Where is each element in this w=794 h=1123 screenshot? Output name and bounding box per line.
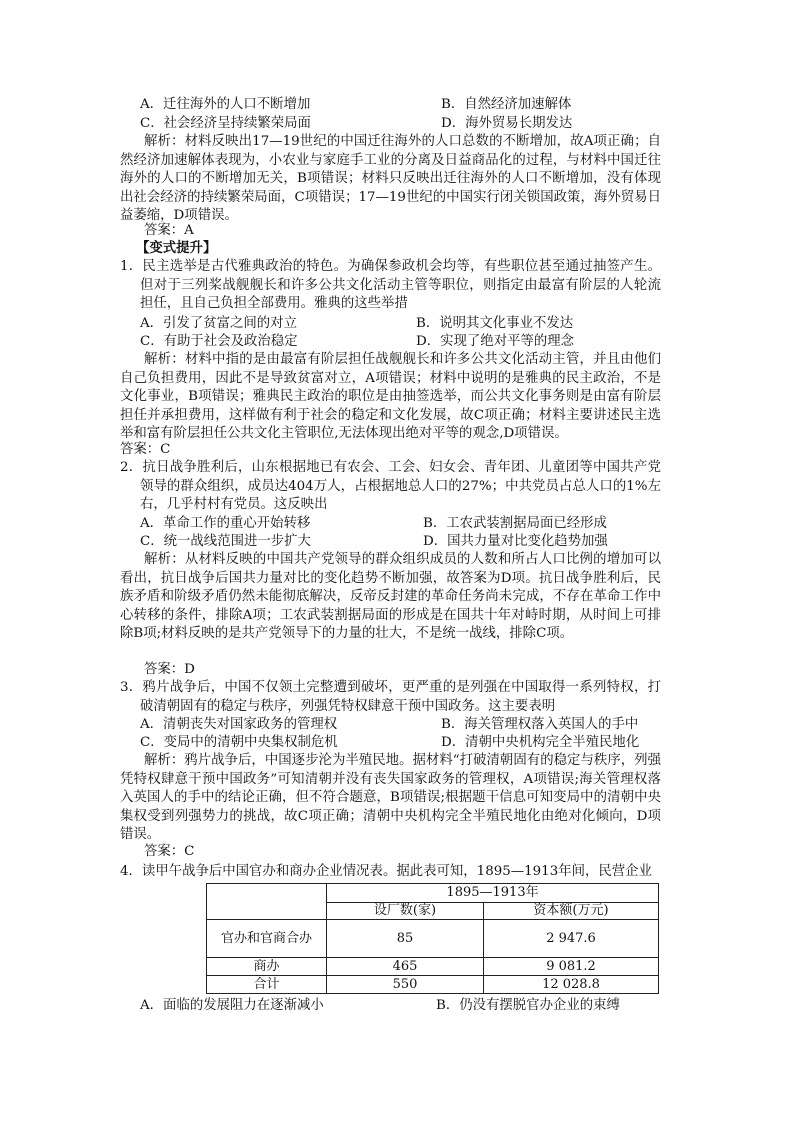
q1-stem: 1．民主选举是古代雅典政治的特色。为确保参政机会均等，有些职位甚至通过抽签产生。但对于三列桨战舰舰长和许多公共文化活动主管等职位，则指定由最富有阶层的人轮流担任，且自己负担全部费用。雅典的这些举措 xyxy=(120,259,661,312)
table-row xyxy=(207,958,659,976)
table-corner-cell xyxy=(207,884,327,920)
enterprise-table xyxy=(206,883,659,994)
q1-option-c: C．有助于社会及政治稳定 xyxy=(140,334,298,349)
q2-analysis: 解析：从材料反映的中国共产党领导的群众组织成员的人数和所占人口比例的增加可以看出，抗日战争后国共力量对比的变化趋势不断加强，故答案为D项。抗日战争胜利后，民族矛盾和阶级矛盾仍然未能彻底解决，反帝反封建的革命任务尚未完成，不存在革命工作中心转移的条件，排除A项；工农武装割据局面的形成是在国共十年对峙时期，从时间上可排除B项;材料反映的是共产党领导下的力量的壮大，不是统一战线，排除C项。 xyxy=(120,552,661,642)
q3-option-c: C．变局中的清朝中央集权制危机 xyxy=(140,735,338,750)
section-title: 【变式提升】 xyxy=(136,240,217,256)
prev-option-b: B．自然经济加速解体 xyxy=(441,97,572,112)
q1-option-b: B．说明其文化事业不发达 xyxy=(416,316,574,331)
q2-answer: 答案：D xyxy=(144,662,195,677)
table-cell-capital: 2 947.6 xyxy=(484,920,659,958)
q2-option-d: D．国共力量对比变化趋势加强 xyxy=(423,534,608,549)
q1-answer: 答案：C xyxy=(120,442,171,457)
q3-stem: 3．鸦片战争后，中国不仅领土完整遭到破坏，更严重的是列强在中国取得一系列特权，打破清朝固有的稳定与秩序，列强凭特权肆意干预中国政务。这主要表明 xyxy=(120,680,661,714)
table-row xyxy=(207,976,659,994)
table-row-label: 商办 xyxy=(207,958,327,976)
q4-option-b: B．仍没有摆脱官办企业的束缚 xyxy=(436,998,620,1013)
q2-option-b: B．工农武装割据局面已经形成 xyxy=(423,516,607,531)
q4-stem: 4．读甲午战争后中国官办和商办企业情况表。据此表可知，1895—1913年间，民营企业 xyxy=(120,864,652,879)
table-period-cell: 1895—1913年 xyxy=(327,884,659,903)
q3-option-d: D．清朝中央机构完全半殖民地化 xyxy=(441,735,640,750)
q1-option-d: D．实现了绝对平等的理念 xyxy=(416,334,575,349)
q3-option-b: B．海关管理权落入英国人的手中 xyxy=(441,717,639,732)
prev-analysis: 解析：材料反映出17—19世纪的中国迁往海外的人口总数的不断增加，故A项正确；自然经济加速解体表现为，小农业与家庭手工业的分离及日益商品化的过程，与材料中国迁往海外的人口的不断增加无关，B项错误；材料只反映出迁往海外的人口不断增加，没有体现出社会经济的持续繁荣局面，C项错误；17—19世纪的中国实行闭关锁国政策，海外贸易日益萎缩，D项错误。 xyxy=(120,134,661,224)
table-row-label: 合计 xyxy=(207,976,327,994)
table-cell-capital: 9 081.2 xyxy=(484,958,659,976)
table-header-row xyxy=(207,884,659,903)
q2-stem: 2．抗日战争胜利后，山东根据地已有农会、工会、妇女会、青年团、儿童团等中国共产党领导的群众组织，成员达404万人，占根据地总人口的27%；中共党员占总人口的1%左右，几乎村村有党员。这反映出 xyxy=(120,460,661,513)
q1-analysis: 解析：材料中指的是由最富有阶层担任战舰舰长和许多公共文化活动主管，并且由他们自己负担费用，因此不是导致贫富对立，A项错误；材料中说明的是雅典的民主政治，不是文化事业，B项错误；雅典民主政治的职位是由抽签选举，而公共文化事务则是由富有阶层担任并承担费用，这样做有利于社会的稳定和文化发展，故C项正确；材料主要讲述民主选举和富有阶层担任公共文化主管职位,无法体现出绝对平等的观念,D项错误。 xyxy=(120,352,661,442)
table-col-capital-header: 资本额(万元) xyxy=(484,903,659,920)
table-cell-count: 465 xyxy=(327,958,484,976)
table-cell-count: 550 xyxy=(327,976,484,994)
q3-analysis: 解析：鸦片战争后，中国逐步沦为半殖民地。据材料“打破清朝固有的稳定与秩序，列强凭特权肆意干预中国政务”可知清朝并没有丧失国家政务的管理权，A项错误;海关管理权落入英国人的手中的结论正确，但不符合题意，B项错误;根据题干信息可知变局中的清朝中央集权受到列强势力的挑战，故C项正确；清朝中央机构完全半殖民地化由绝对化倾向，D项错误。 xyxy=(120,753,661,843)
table-row xyxy=(207,920,659,958)
table-cell-count: 85 xyxy=(327,920,484,958)
q2-option-c: C．统一战线范围进一步扩大 xyxy=(140,534,311,549)
q2-option-a: A．革命工作的重心开始转移 xyxy=(140,516,311,531)
q4-option-a: A．面临的发展阻力在逐渐减小 xyxy=(140,998,324,1013)
table-col-count-header: 设厂数(家) xyxy=(327,903,484,920)
prev-option-c: C．社会经济呈持续繁荣局面 xyxy=(140,116,311,131)
table-row-label: 官办和官商合办 xyxy=(207,920,327,958)
prev-option-d: D．海外贸易长期发达 xyxy=(441,116,573,131)
q3-answer: 答案：C xyxy=(144,844,195,859)
table-cell-capital: 12 028.8 xyxy=(484,976,659,994)
prev-option-a: A．迁往海外的人口不断增加 xyxy=(140,97,311,112)
q1-option-a: A．引发了贫富之间的对立 xyxy=(140,316,297,331)
q3-option-a: A．清朝丧失对国家政务的管理权 xyxy=(140,717,338,732)
prev-answer: 答案：A xyxy=(144,223,194,238)
